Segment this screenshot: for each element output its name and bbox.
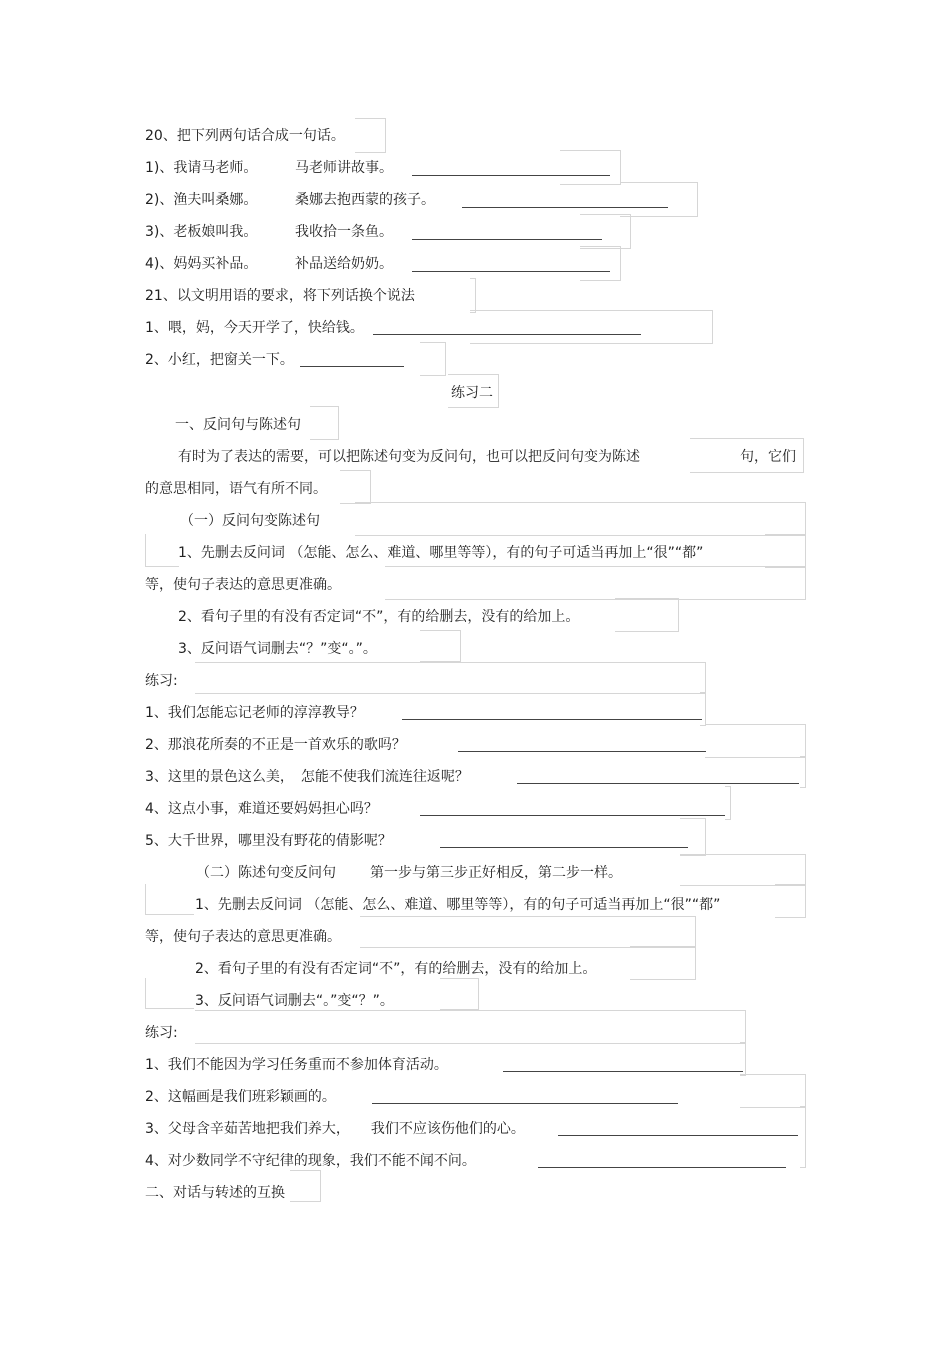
frame-box [705, 724, 806, 758]
list-item: 3、这里的景色这么美， 怎能不使我们流连往返呢？ [145, 769, 469, 785]
list-item: 1、我们不能因为学习任务重而不参加体育活动。 [145, 1057, 448, 1073]
step-1-cont: 等，使句子表达的意思更准确。 [145, 577, 341, 593]
answer-blank[interactable] [412, 239, 602, 240]
answer-blank[interactable] [300, 366, 404, 367]
frame-box [680, 854, 806, 886]
intro-text: 有时为了表达的需要，可以把陈述句变为反问句，也可以把反问句变为陈述 [178, 449, 640, 465]
page-heading: 练习二 [451, 385, 493, 401]
sub2-note: 第一步与第三步正好相反，第二步一样。 [370, 865, 622, 881]
list-item: 4、这点小事，难道还要妈妈担心吗？ [145, 801, 378, 817]
frame-box [700, 692, 706, 726]
answer-blank[interactable] [372, 1103, 678, 1104]
list-item [145, 159, 257, 177]
item-number: 4)、 [145, 256, 174, 272]
list-item [145, 191, 257, 209]
list-item: 2、那浪花所奏的不正是一首欢乐的歌吗？ [145, 737, 406, 753]
list-item [145, 255, 257, 273]
answer-blank[interactable] [402, 719, 702, 720]
frame-box [800, 756, 806, 788]
frame-box [360, 916, 696, 948]
step-1: 1、先删去反问词 （怎能、怎么、难道、哪里等等），有的句子可适当再加上“很”“都” [178, 545, 704, 561]
frame-box [145, 978, 194, 1009]
frame-box [560, 150, 621, 185]
item-number: 2)、 [145, 192, 174, 208]
step-1: 1、先删去反问词 （怎能、怎么、难道、哪里等等），有的句子可适当再加上“很”“都” [195, 897, 721, 913]
frame-box [440, 978, 479, 1010]
frame-box [775, 884, 806, 918]
sentence-b: 补品送给奶奶。 [295, 256, 393, 272]
frame-box [340, 470, 371, 504]
frame-box [470, 310, 713, 344]
frame-box [580, 214, 631, 249]
list-item: 1、我们怎能忘记老师的淳淳教导？ [145, 705, 364, 721]
frame-box [420, 342, 446, 376]
practice-label: 练习: [145, 673, 178, 689]
list-item [145, 223, 257, 241]
sub2-title: （二）陈述句变反问句 [196, 865, 336, 881]
answer-blank[interactable] [558, 1135, 798, 1136]
frame-box [195, 1010, 746, 1044]
sub1-title: （一）反问句变陈述句 [180, 513, 320, 529]
item-number: 3)、 [145, 224, 174, 240]
section20-title: 20、把下列两句话合成一句话。 [145, 128, 345, 144]
step-1-cont: 等，使句子表达的意思更准确。 [145, 929, 341, 945]
frame-box [765, 534, 806, 568]
frame-box [800, 1106, 806, 1168]
answer-blank[interactable] [412, 271, 610, 272]
answer-blank[interactable] [458, 751, 706, 752]
sentence-b: 我收拾一条鱼。 [295, 224, 393, 240]
sentence-b: 桑娜去抱西蒙的孩子。 [295, 192, 435, 208]
frame-box [355, 502, 806, 536]
frame-box [740, 1074, 806, 1108]
part2-title: 二、对话与转述的互换 [145, 1185, 285, 1201]
part1-title: 一、反问句与陈述句 [175, 417, 301, 433]
answer-blank[interactable] [538, 1167, 786, 1168]
list-item: 2、这幅画是我们班彩颖画的。 [145, 1089, 336, 1105]
intro-text-tail: 句，它们 [740, 449, 796, 465]
sentence-a: 渔夫叫桑娜。 [173, 192, 258, 208]
frame-box [385, 566, 806, 600]
frame-box [470, 278, 476, 313]
intro-text-2: 的意思相同，语气有所不同。 [145, 481, 327, 497]
frame-box [195, 662, 706, 694]
answer-blank[interactable] [517, 783, 799, 784]
item-number: 1)、 [145, 160, 174, 176]
frame-box [145, 884, 194, 915]
step-3: 3、反问语气词删去“？”变“。”。 [178, 641, 377, 657]
frame-box [725, 786, 731, 820]
sentence-a: 妈妈买补品。 [173, 256, 258, 272]
list-item: 1、喂，妈，今天开学了，快给钱。 [145, 320, 364, 336]
frame-box [290, 1170, 321, 1202]
list-item: 2、小红，把窗关一下。 [145, 352, 294, 368]
list-item: 5、大千世界，哪里没有野花的倩影呢？ [145, 833, 392, 849]
answer-blank[interactable] [462, 207, 668, 208]
answer-blank[interactable] [420, 815, 725, 816]
sentence-a: 老板娘叫我。 [173, 224, 258, 240]
section21-title: 21、以文明用语的要求，将下列话换个说法 [145, 288, 415, 304]
frame-box [615, 598, 679, 632]
step-2: 2、看句子里的有没有否定词“不”，有的给删去，没有的给加上。 [178, 609, 580, 625]
frame-box [580, 246, 621, 281]
answer-blank[interactable] [412, 175, 610, 176]
frame-box [310, 406, 339, 440]
answer-blank[interactable] [373, 334, 641, 335]
sentence-a: 我请马老师。 [173, 160, 258, 176]
frame-box [630, 946, 696, 980]
frame-box [355, 118, 386, 153]
frame-box [420, 630, 461, 662]
answer-blank[interactable] [440, 847, 688, 848]
sentence-b: 马老师讲故事。 [295, 160, 393, 176]
frame-box [680, 818, 706, 856]
practice-label: 练习: [145, 1025, 178, 1041]
answer-blank[interactable] [503, 1071, 743, 1072]
step-2: 2、看句子里的有没有否定词“不”，有的给删去，没有的给加上。 [195, 961, 597, 977]
step-3: 3、反问语气词删去“。”变“？”。 [195, 993, 394, 1009]
list-item: 4、对少数同学不守纪律的现象，我们不能不闻不问。 [145, 1153, 476, 1169]
list-item: 3、父母含辛茹苦地把我们养大， 我们不应该伤他们的心。 [145, 1121, 525, 1137]
frame-box [620, 182, 698, 217]
frame-box [145, 534, 179, 567]
